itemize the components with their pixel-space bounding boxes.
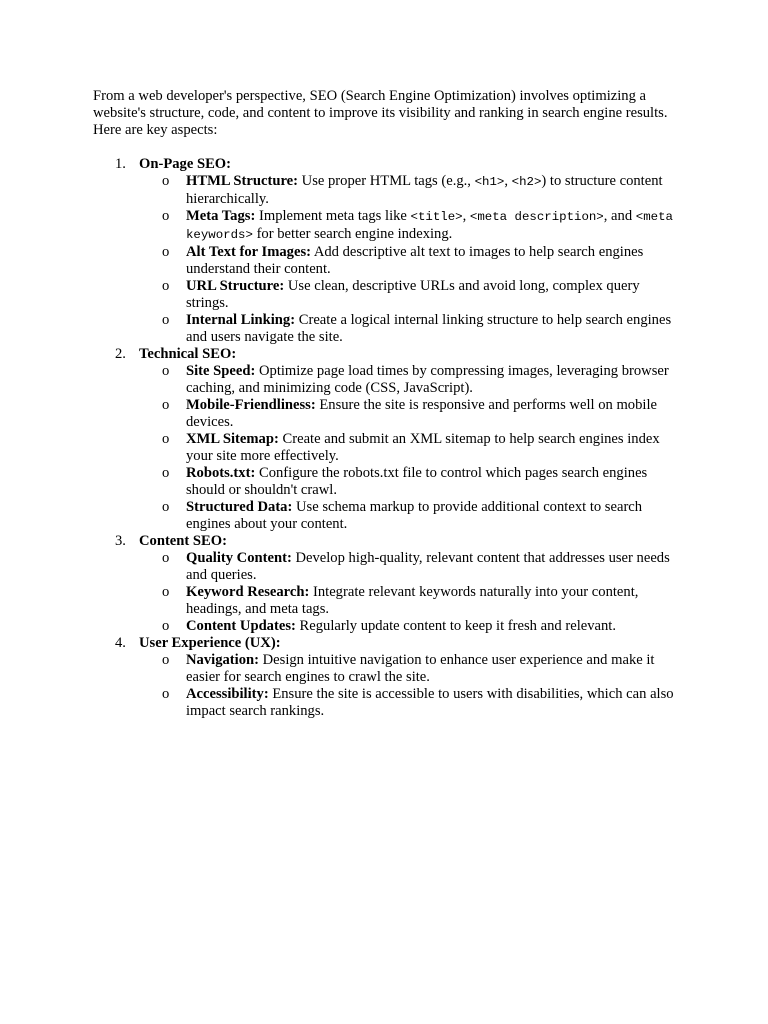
item-title: Quality Content:	[186, 550, 292, 566]
item-title: Keyword Research:	[186, 584, 310, 600]
list-section	[93, 635, 683, 720]
inline-code: <meta description>	[469, 210, 604, 224]
list-item	[139, 686, 683, 720]
item-title: URL Structure:	[186, 278, 285, 294]
item-text: Configure the robots.txt file to control which pages search engines should or shouldn't crawl.	[186, 465, 648, 498]
list-section	[93, 156, 683, 346]
document-page	[93, 88, 683, 720]
item-text: for better search engine indexing.	[252, 226, 453, 242]
list-item	[139, 584, 683, 618]
list-item	[139, 363, 683, 397]
item-title: Mobile-Friendliness:	[186, 397, 316, 413]
item-text: Ensure the site is responsive and performs well on mobile devices.	[186, 397, 657, 430]
section-title: User Experience (UX):	[139, 635, 281, 651]
section-item-list	[139, 173, 683, 346]
bullet-marker: o	[162, 244, 170, 260]
bullet-marker: o	[162, 584, 170, 600]
item-title: Site Speed:	[186, 363, 256, 379]
bullet-marker: o	[162, 208, 170, 224]
inline-code: <meta keywords>	[186, 210, 673, 242]
item-text: ,	[462, 208, 470, 224]
item-text: Use clean, descriptive URLs and avoid long, complex query strings.	[186, 278, 640, 311]
item-text: Integrate relevant keywords naturally into your content, headings, and meta tags.	[186, 584, 639, 617]
list-section	[93, 346, 683, 533]
section-title: Technical SEO:	[139, 346, 237, 362]
intro-paragraph: From a web developer's perspective, SEO (Search Engine Optimization) involves optimizing a website's structure, code, and content to improve its visibility and ranking in search engine results. Here are key aspects:	[93, 88, 668, 138]
bullet-marker: o	[162, 278, 170, 294]
bullet-marker: o	[162, 312, 170, 328]
inline-code: <title>	[410, 210, 463, 224]
list-item	[139, 499, 683, 533]
item-title: HTML Structure:	[186, 173, 299, 189]
item-text: Design intuitive navigation to enhance user experience and make it easier for search engines to crawl the site.	[186, 652, 655, 685]
item-title: Internal Linking:	[186, 312, 296, 328]
item-text: Create a logical internal linking structure to help search engines and users navigate the site.	[186, 312, 672, 345]
item-text: Use schema markup to provide additional context to search engines about your content.	[186, 499, 643, 532]
section-title: Content SEO:	[139, 533, 227, 549]
bullet-marker: o	[162, 465, 170, 481]
item-title: Structured Data:	[186, 499, 293, 515]
section-number: 1.	[115, 156, 126, 172]
section-item-list	[139, 363, 683, 533]
section-number: 2.	[115, 346, 126, 362]
bullet-marker: o	[162, 173, 170, 189]
item-text: Implement meta tags like	[255, 208, 411, 224]
bullet-marker: o	[162, 550, 170, 566]
item-text: , and	[603, 208, 636, 224]
section-item-list	[139, 652, 683, 720]
list-section	[93, 533, 683, 635]
list-item	[139, 244, 683, 278]
item-text: ) to structure content hierarchically.	[186, 173, 663, 207]
bullet-marker: o	[162, 652, 170, 668]
item-title: Navigation:	[186, 652, 259, 668]
list-item	[139, 465, 683, 499]
item-text: Add descriptive alt text to images to help search engines understand their content.	[186, 244, 644, 277]
bullet-marker: o	[162, 686, 170, 702]
item-text: Develop high-quality, relevant content that addresses user needs and queries.	[186, 550, 670, 583]
seo-aspects-list	[93, 156, 683, 720]
bullet-marker: o	[162, 499, 170, 515]
item-text: Optimize page load times by compressing images, leveraging browser caching, and minimizing code (CSS, JavaScript).	[186, 363, 669, 396]
list-item	[139, 278, 683, 312]
list-item	[139, 618, 683, 635]
inline-code: <h1>	[474, 175, 505, 189]
inline-code: <h2>	[511, 175, 542, 189]
item-text: Ensure the site is accessible to users with disabilities, which can also impact search rankings.	[186, 686, 674, 719]
bullet-marker: o	[162, 397, 170, 413]
item-title: Robots.txt:	[186, 465, 256, 481]
list-item	[139, 312, 683, 346]
item-title: Meta Tags:	[186, 208, 256, 224]
item-text: Use proper HTML tags (e.g.,	[298, 173, 475, 189]
item-text: Regularly update content to keep it fresh and relevant.	[295, 618, 616, 634]
list-item	[139, 652, 683, 686]
list-item	[139, 208, 683, 244]
section-number: 4.	[115, 635, 126, 651]
list-item	[139, 550, 683, 584]
section-item-list	[139, 550, 683, 635]
section-number: 3.	[115, 533, 126, 549]
list-item	[139, 431, 683, 465]
item-title: Content Updates:	[186, 618, 296, 634]
list-item	[139, 397, 683, 431]
bullet-marker: o	[162, 363, 170, 379]
item-text: ,	[504, 173, 512, 189]
bullet-marker: o	[162, 618, 170, 634]
item-title: Accessibility:	[186, 686, 269, 702]
section-title: On-Page SEO:	[139, 156, 232, 172]
item-text: Create and submit an XML sitemap to help search engines index your site more effectively.	[186, 431, 660, 464]
item-title: Alt Text for Images:	[186, 244, 311, 260]
bullet-marker: o	[162, 431, 170, 447]
list-item	[139, 173, 683, 208]
item-title: XML Sitemap:	[186, 431, 279, 447]
